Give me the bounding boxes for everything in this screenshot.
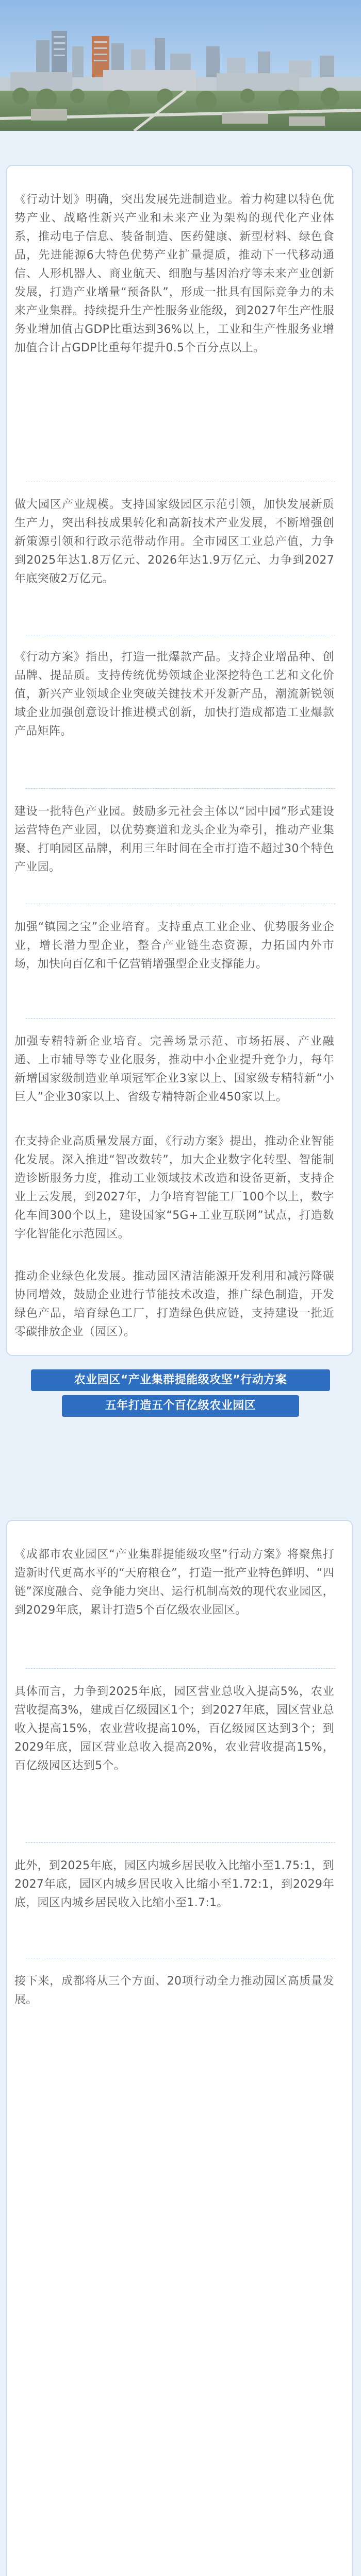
divider — [26, 1018, 335, 1019]
city-skyline-photo-icon — [0, 0, 361, 131]
paragraph: 加强专精特新企业培育。完善场景示范、市场拓展、产业融通、上市辅导等专业化服务，推动中小企业提升竞争力，每年新增国家级制造业单项冠军企业3家以上、国家级专精特新“小巨人”企业30家以上、省级专精特新企业450家以上。 — [14, 1035, 334, 1104]
paragraph: 做大园区产业规模。支持国家级园区示范引领，加快发展新质生产力，突出科技成果转化和高新技术产业发展，不断增强创新策源引领和行政示范带动作用。全市园区工业总产值，力争到2025年达1.8万亿元、2026年达1.9万亿元、力争到2027年底突破2万亿元。 — [14, 498, 334, 585]
paragraph: 建设一批特色产业园。鼓励多元社会主体以“园中园”形式建设运营特色产业园，以优势赛道和龙头企业为牵引，推动产业集聚、打响园区品牌，利用三年时间在全市打造不超过30个特色产业园。 — [14, 805, 334, 874]
paragraph: 此外，到2025年底，园区内城乡居民收入比缩小至1.75:1，到2027年底，园区内城乡居民收入比缩小至1.72:1，到2029年底，园区内城乡居民收入比缩小至1.7:1。 — [14, 1859, 334, 1909]
paragraph: 《成都市农业园区“产业集群提能级攻坚”行动方案》将聚焦打造新时代更高水平的“天府粮仓”，打造一批产业特色鲜明、“四链”深度融合、竞争能力突出、运行机制高效的现代农业园区，到2029年底，累计打造5个百亿级农业园区。 — [14, 1548, 334, 1617]
section-heading: 农业园区“产业集群提能级攻坚”行动方案 — [31, 1369, 330, 1391]
paragraph: 加强“镇园之宝”企业培育。支持重点工业企业、优势服务业企业，增长潜力型企业，整合产业链生态资源，力拓国内外市场，加快向百亿和千亿营销增强型企业支撑能力。 — [14, 921, 334, 971]
section-heading-banner — [31, 1369, 330, 1420]
paragraph: 具体而言，力争到2025年底，园区营业总收入提高5%，农业营收提高3%，建成百亿级园区1个；到2027年底，园区营业总收入提高15%，农业营收提高10%，百亿级园区达到3个；到2029年底，园区营业总收入提高20%，农业营收提高15%，百亿级园区达到5个。 — [14, 1685, 334, 1772]
paragraph: 《行动方案》指出，打造一批爆款产品。支持企业增品种、创品牌、提品质。支持传统优势领域企业深挖特色工艺和文化价值，新兴产业领域企业突破关键技术开发新产品，潮流新锐领域企业加强创意设计推进模式创新，加快打造成都造工业爆款产品矩阵。 — [14, 651, 334, 738]
divider — [26, 788, 335, 789]
paragraph: 接下来，成都将从三个方面、20项行动全力推动园区高质量发展。 — [14, 1975, 334, 2006]
content-panel-agriculture — [6, 1520, 353, 2576]
section-subheading: 五年打造五个百亿级农业园区 — [62, 1395, 299, 1417]
divider — [26, 1842, 335, 1843]
divider — [26, 1668, 335, 1669]
hero-image — [0, 0, 361, 131]
paragraph: 推动企业绿色化发展。推动园区清洁能源开发利用和减污降碳协同增效，鼓励企业进行节能技术改造，推广绿色制造，开发绿色产品，培育绿色工厂，打造绿色供应链，支持建设一批近零碳排放企业（园区）。 — [14, 1270, 334, 1338]
paragraph: 《行动计划》明确，突出发展先进制造业。着力构建以特色优势产业、战略性新兴产业和未来产业为架构的现代化产业体系，推动电子信息、装备制造、医药健康、新型材料、绿色食品，先进能源6大特色优势产业扩量提质，推动下一代移动通信、人形机器人、商业航天、细胞与基因治疗等未来产业创新发展，打造产业增量“预备队”，形成一批具有国际竞争力的未来产业集群。持续提升生产性服务业能级，到2027年生产性服务业增加值占GDP比重达到36%以上，工业和生产性服务业增加值合计占GDP比重每年提升0.5个百分点以上。 — [14, 193, 334, 354]
paragraph: 在支持企业高质量发展方面，《行动方案》提出，推动企业智能化发展。深入推进“智改数转”，加大企业数字化转型、智能制造诊断服务力度，推动工业领域技术改造和设备更新，支持企业上云发展，到2027年，力争培育智能工厂100个以上，数字化车间300个以上，建设国家“5G+工业互联网”试点，打造数字化智能化示范园区。 — [14, 1135, 334, 1241]
